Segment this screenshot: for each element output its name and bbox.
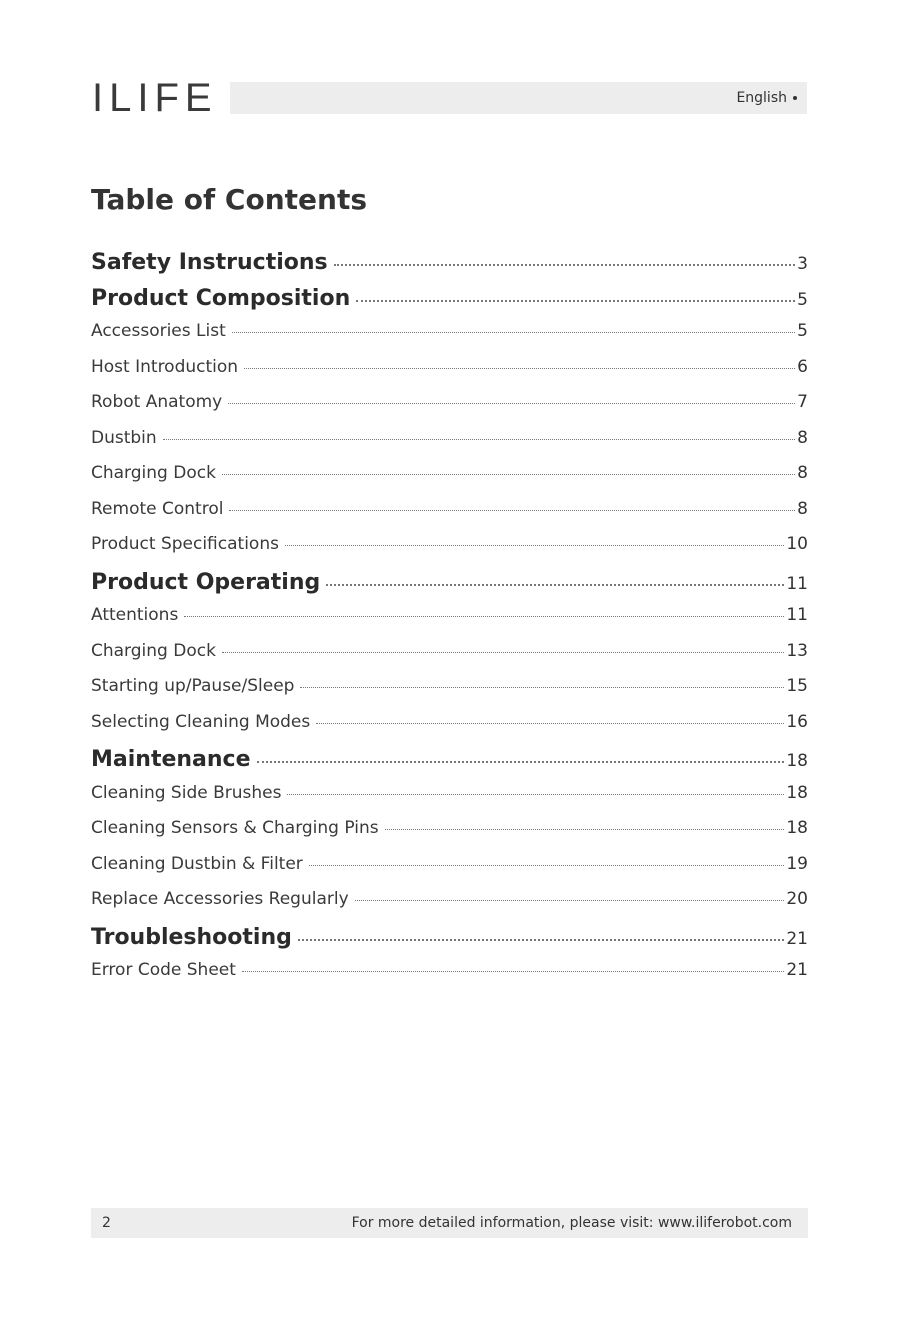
toc-entry-label: Attentions [91, 605, 179, 625]
toc-entry-label: Remote Control [91, 498, 224, 519]
toc-dot-leader [326, 584, 784, 586]
footer-page-number: 2 [102, 1215, 111, 1231]
page-title: Table of Contents [91, 183, 368, 216]
toc-entry-label: Accessories List [91, 321, 226, 341]
toc-subsection-entry[interactable] [91, 499, 808, 535]
toc-entry-page: 18 [786, 751, 808, 771]
toc-entry-label: Safety Instructions [91, 250, 328, 275]
toc-entry-label: Dustbin [91, 427, 157, 448]
toc-dot-leader [334, 264, 796, 266]
toc-dot-leader [316, 723, 784, 724]
toc-section-entry[interactable] [91, 250, 808, 286]
toc-entry-page: 21 [786, 928, 808, 949]
language-indicator [736, 82, 797, 114]
toc-entry-page: 18 [786, 818, 808, 838]
toc-dot-leader [300, 687, 784, 688]
language-label: English [736, 90, 787, 106]
toc-subsection-entry[interactable] [91, 889, 808, 925]
toc-dot-leader [385, 829, 785, 830]
toc-section-entry[interactable] [91, 570, 808, 606]
toc-dot-leader [355, 900, 785, 901]
toc-entry-label: Charging Dock [91, 463, 216, 483]
toc-section-entry[interactable] [91, 286, 808, 322]
toc-entry-page: 8 [797, 427, 808, 448]
toc-entry-label: Error Code Sheet [91, 960, 236, 980]
toc-dot-leader [222, 474, 795, 475]
toc-entry-label: Product Composition [91, 285, 351, 311]
toc-entry-page: 5 [797, 289, 808, 310]
toc-subsection-entry[interactable] [91, 818, 808, 854]
toc-entry-page: 13 [786, 640, 808, 661]
toc-entry-label: Host Introduction [91, 356, 239, 377]
bullet-icon [793, 96, 797, 100]
toc-dot-leader [287, 794, 784, 795]
toc-entry-label: Charging Dock [91, 640, 216, 661]
toc-dot-leader [242, 971, 784, 972]
toc-section-entry[interactable] [91, 925, 808, 961]
toc-subsection-entry[interactable] [91, 676, 808, 712]
toc-dot-leader [309, 865, 785, 866]
toc-entry-page: 10 [786, 534, 808, 554]
toc-entry-page: 19 [786, 853, 808, 874]
toc-entry-page: 5 [797, 321, 808, 341]
toc-entry-label: Selecting Cleaning Modes [91, 711, 311, 732]
toc-dot-leader [228, 403, 795, 404]
toc-subsection-entry[interactable] [91, 854, 808, 890]
table-of-contents [91, 250, 808, 996]
toc-entry-label: Troubleshooting [91, 924, 292, 950]
toc-entry-label: Robot Anatomy [91, 392, 223, 412]
toc-subsection-entry[interactable] [91, 321, 808, 357]
toc-subsection-entry[interactable] [91, 357, 808, 393]
toc-entry-label: Cleaning Sensors & Charging Pins [91, 818, 379, 838]
toc-subsection-entry[interactable] [91, 605, 808, 641]
toc-entry-page: 11 [786, 605, 808, 625]
toc-section-entry[interactable] [91, 747, 808, 783]
toc-entry-label: Product Operating [91, 569, 321, 595]
toc-dot-leader [229, 510, 795, 511]
toc-entry-page: 21 [786, 960, 808, 980]
toc-entry-label: Replace Accessories Regularly [91, 889, 349, 909]
toc-dot-leader [285, 545, 784, 546]
toc-subsection-entry[interactable] [91, 463, 808, 499]
toc-entry-page: 8 [797, 498, 808, 519]
toc-entry-page: 18 [786, 782, 808, 803]
toc-entry-label: Cleaning Side Brushes [91, 782, 282, 803]
footer-website-note: For more detailed information, please visit: www.iliferobot.com [351, 1215, 792, 1231]
toc-subsection-entry[interactable] [91, 428, 808, 464]
footer-bar [91, 1208, 808, 1238]
toc-entry-page: 20 [786, 889, 808, 909]
toc-subsection-entry[interactable] [91, 534, 808, 570]
toc-entry-label: Product Specifications [91, 534, 279, 554]
toc-subsection-entry[interactable] [91, 641, 808, 677]
toc-entry-page: 16 [786, 711, 808, 732]
toc-dot-leader [232, 332, 795, 333]
toc-dot-leader [356, 300, 795, 302]
toc-entry-page: 15 [786, 676, 808, 696]
toc-subsection-entry[interactable] [91, 960, 808, 996]
brand-logo: ILIFE [92, 76, 218, 120]
header-bar [230, 82, 807, 114]
toc-entry-label: Cleaning Dustbin & Filter [91, 853, 303, 874]
toc-entry-label: Maintenance [91, 747, 251, 772]
toc-entry-page: 7 [797, 392, 808, 412]
toc-entry-page: 3 [797, 254, 808, 274]
toc-subsection-entry[interactable] [91, 712, 808, 748]
toc-entry-label: Starting up/Pause/Sleep [91, 676, 295, 696]
toc-entry-page: 11 [786, 573, 808, 594]
toc-dot-leader [163, 439, 795, 440]
toc-dot-leader [184, 616, 784, 617]
toc-entry-page: 8 [797, 463, 808, 483]
toc-dot-leader [257, 761, 785, 763]
toc-dot-leader [298, 939, 784, 941]
toc-subsection-entry[interactable] [91, 392, 808, 428]
toc-entry-page: 6 [797, 356, 808, 377]
toc-dot-leader [244, 368, 795, 369]
toc-dot-leader [222, 652, 784, 653]
toc-subsection-entry[interactable] [91, 783, 808, 819]
